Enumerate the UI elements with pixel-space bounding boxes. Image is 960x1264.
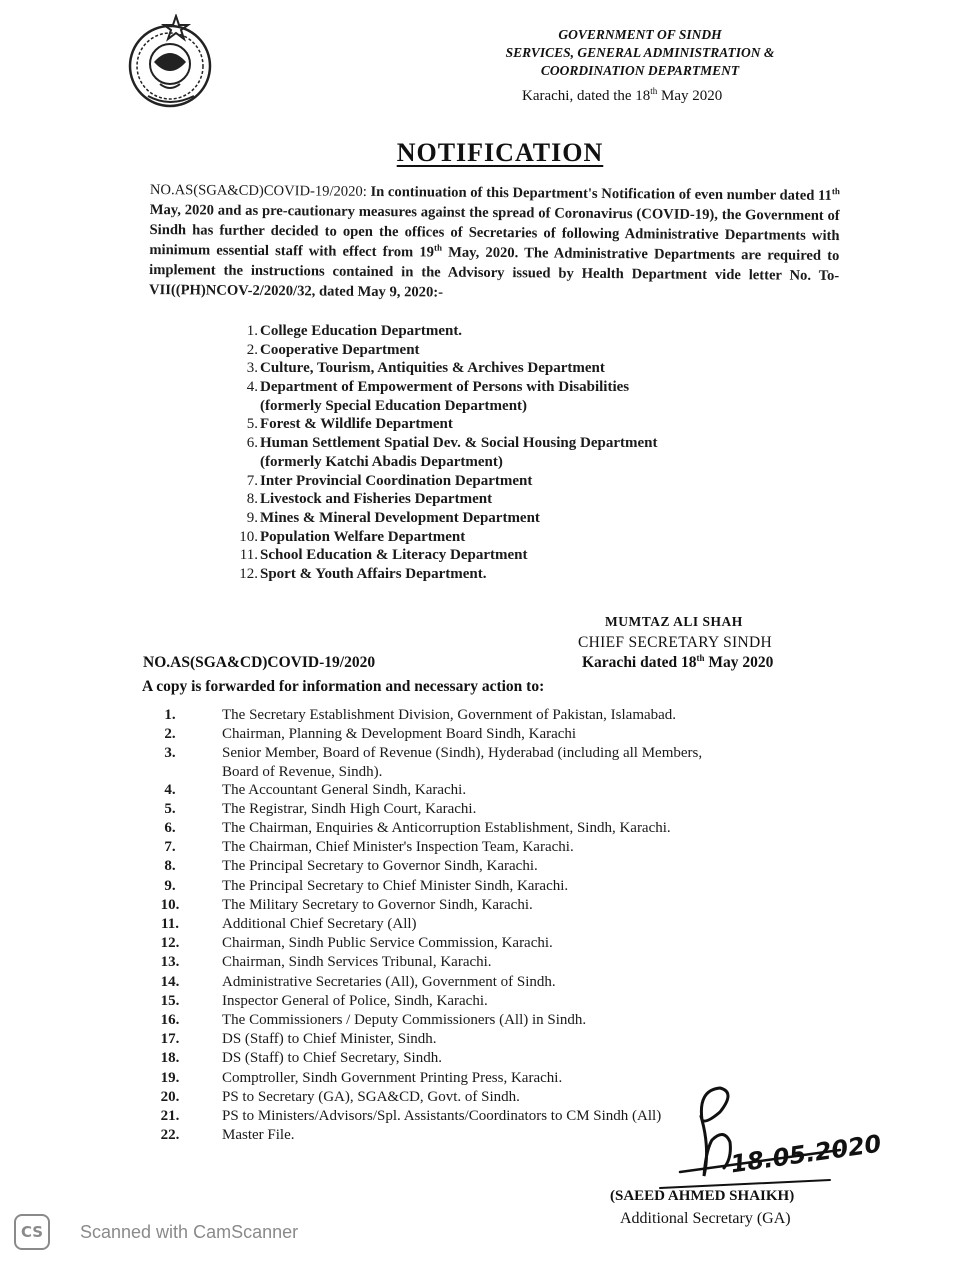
body-sup-1: th: [831, 186, 840, 197]
department-name: School Education & Literacy Department: [260, 547, 528, 564]
body-part-1: In continuation of this Department's Notification of even number dated 11: [366, 183, 832, 204]
header-line-3: COORDINATION DEPARTMENT: [540, 63, 740, 78]
body-sup-2: th: [433, 242, 443, 253]
recipient-text: Administrative Secretaries (All), Government of Sindh.: [222, 973, 556, 990]
recipient-text: Chairman, Sindh Public Service Commission, Karachi.: [222, 935, 553, 952]
department-item: [228, 322, 788, 341]
recipient-item: [150, 915, 850, 934]
officer-title: Additional Secretary (GA): [620, 1210, 791, 1227]
recipient-text-continued: Board of Revenue, Sindh).: [222, 763, 383, 780]
recipient-text: Master File.: [222, 1127, 295, 1144]
camscanner-logo-icon: CS: [14, 1214, 50, 1250]
department-item: [228, 490, 788, 509]
department-item: [228, 546, 788, 565]
copy-date-prefix: Karachi dated 18: [582, 654, 697, 671]
recipient-number: 19.: [160, 1069, 180, 1086]
department-item: [228, 341, 788, 360]
department-former-name: (formerly Katchi Abadis Department): [260, 453, 503, 470]
recipient-number: 11.: [161, 916, 179, 933]
department-item: [228, 415, 788, 434]
recipient-item: [150, 706, 850, 725]
department-former-name: (formerly Special Education Department): [260, 397, 528, 414]
header-date-suffix: May 2020: [657, 88, 723, 104]
recipient-number: 1.: [164, 707, 176, 723]
department-name: Mines & Mineral Development Department: [260, 509, 540, 526]
header-date: [522, 88, 722, 105]
recipient-text: The Commissioners / Deputy Commissioners (All) in Sindh.: [222, 1012, 587, 1029]
signer-title: CHIEF SECRETARY SINDH: [578, 634, 772, 651]
recipient-number: 9.: [164, 877, 176, 894]
recipient-item: [150, 857, 850, 876]
signature-date: 18.05.2020: [728, 1129, 884, 1179]
department-item: [228, 528, 788, 547]
body-part-3: May, 2020. The Administrative Departments are required to implement the instructions contained in the Advisory issued by Health Department vide letter No. To-VII((PH)NCOV-2/2020/32, dated May 9, 2020:-: [148, 244, 840, 301]
header-line-2: SERVICES, GENERAL ADMINISTRATION &: [505, 45, 775, 60]
department-item: [228, 378, 788, 397]
recipient-text: PS to Secretary (GA), SGA&CD, Govt. of Sindh.: [222, 1088, 520, 1105]
recipient-item: [150, 744, 850, 763]
notification-body: [149, 180, 840, 306]
header-date-prefix: Karachi, dated the 18: [522, 88, 651, 104]
recipient-item: [150, 1011, 850, 1030]
department-name: Livestock and Fisheries Department: [260, 491, 493, 508]
department-number: 12.: [239, 565, 258, 582]
recipient-number: 17.: [160, 1031, 180, 1048]
signer-name: MUMTAZ ALI SHAH: [605, 614, 743, 629]
recipient-text: DS (Staff) to Chief Minister, Sindh.: [222, 1031, 437, 1048]
department-item: [228, 509, 788, 528]
recipient-text: The Principal Secretary to Chief Minister Sindh, Karachi.: [222, 877, 569, 894]
department-number: 8.: [246, 491, 258, 508]
recipient-item: [150, 725, 850, 744]
camscanner-watermark-text: Scanned with CamScanner: [80, 1222, 299, 1242]
department-number: 5.: [246, 416, 258, 433]
recipient-number: 5.: [164, 800, 176, 817]
department-number: 3.: [246, 360, 258, 377]
recipient-item: [150, 800, 850, 819]
recipient-text: Chairman, Planning & Development Board Sindh, Karachi: [222, 726, 577, 743]
recipient-text: The Chairman, Chief Minister's Inspection Team, Karachi.: [222, 839, 574, 856]
recipient-text: Senior Member, Board of Revenue (Sindh), Hyderabad (including all Members,: [222, 745, 703, 762]
recipient-item: [150, 781, 850, 800]
department-number: 4.: [246, 379, 258, 396]
recipient-number: 10.: [160, 896, 180, 913]
department-number: 1.: [246, 323, 258, 339]
department-list: [228, 322, 788, 584]
copy-reference-number: NO.AS(SGA&CD)COVID-19/2020: [143, 654, 376, 671]
recipient-item: [150, 973, 850, 992]
recipient-number: 22.: [160, 1127, 180, 1144]
recipient-number: 18.: [160, 1050, 180, 1067]
department-number: 7.: [246, 472, 258, 489]
recipient-number: 15.: [160, 992, 180, 1009]
department-number: 2.: [246, 341, 258, 358]
department-name: Inter Provincial Coordination Department: [260, 472, 533, 489]
department-name: Cooperative Department: [260, 341, 420, 358]
recipient-item: [150, 877, 850, 896]
notification-title: NOTIFICATION: [396, 138, 604, 167]
recipient-text: Comptroller, Sindh Government Printing Press, Karachi.: [222, 1069, 563, 1086]
recipient-item: [150, 819, 850, 838]
recipient-item: [150, 838, 850, 857]
recipient-number: 20.: [160, 1088, 180, 1105]
copy-intro: A copy is forwarded for information and necessary action to:: [142, 678, 545, 695]
recipient-number: 16.: [160, 1012, 180, 1029]
department-name: College Education Department.: [260, 323, 463, 339]
recipient-item: [150, 1030, 850, 1049]
body-lead: NO.AS(SGA&CD)COVID-19/2020:: [149, 181, 367, 200]
recipient-text: The Principal Secretary to Governor Sindh, Karachi.: [222, 858, 538, 875]
department-number: 11.: [239, 547, 258, 564]
recipient-text: The Chairman, Enquiries & Anticorruption Establishment, Sindh, Karachi.: [222, 820, 671, 837]
recipient-item: [150, 953, 850, 972]
department-name: Department of Empowerment of Persons with Disabilities: [260, 379, 630, 396]
department-item: [228, 434, 788, 453]
copy-date-suffix: May 2020: [704, 654, 774, 671]
department-name: Population Welfare Department: [260, 528, 466, 545]
recipient-number: 7.: [164, 839, 176, 856]
department-item: [228, 472, 788, 491]
recipient-number: 12.: [160, 935, 180, 952]
officer-name: (SAEED AHMED SHAIKH): [610, 1188, 795, 1204]
department-header: [480, 26, 800, 80]
department-item: [228, 359, 788, 378]
recipient-number: 2.: [164, 726, 176, 743]
recipient-number: 6.: [164, 820, 176, 837]
recipient-item: [150, 896, 850, 915]
recipient-item: [150, 992, 850, 1011]
recipient-text: The Accountant General Sindh, Karachi.: [222, 781, 467, 798]
recipient-number: 21.: [160, 1108, 180, 1125]
recipient-item: [150, 934, 850, 953]
department-name: Forest & Wildlife Department: [260, 416, 453, 433]
recipient-text: DS (Staff) to Chief Secretary, Sindh.: [222, 1050, 442, 1067]
recipient-text: Additional Chief Secretary (All): [222, 916, 417, 933]
department-number: 10.: [239, 528, 258, 545]
header-line-1: GOVERNMENT OF SINDH: [558, 27, 722, 42]
recipient-number: 4.: [164, 781, 176, 798]
recipient-text: PS to Ministers/Advisors/Spl. Assistants/Coordinators to CM Sindh (All): [222, 1108, 662, 1125]
department-number: 6.: [246, 435, 258, 452]
department-number: 9.: [246, 509, 258, 526]
copy-date: [582, 654, 773, 672]
recipient-text: Chairman, Sindh Services Tribunal, Karachi.: [222, 954, 492, 971]
department-name: Sport & Youth Affairs Department.: [260, 565, 487, 582]
recipient-number: 3.: [164, 745, 176, 762]
recipient-number: 13.: [160, 954, 180, 971]
recipient-text: Inspector General of Police, Sindh, Karachi.: [222, 992, 488, 1009]
recipient-text: The Registrar, Sindh High Court, Karachi.: [222, 800, 477, 817]
government-seal-icon: [124, 14, 220, 110]
recipient-number: 14.: [160, 973, 180, 990]
copy-date-sup: th: [696, 652, 705, 663]
header-date-sup: th: [650, 86, 658, 96]
recipient-number: 8.: [164, 858, 176, 875]
body-part-2: May, 2020 and as pre-cautionary measures against the spread of Coronavirus (COVID-19), the Government of Sindh has further decided to open the offices of Secretaries of following Administrative Departments with minimum essential staff with effect from 19: [149, 201, 840, 261]
recipient-text: The Military Secretary to Governor Sindh, Karachi.: [222, 896, 533, 913]
recipient-item: [150, 1049, 850, 1068]
recipient-text: The Secretary Establishment Division, Government of Pakistan, Islamabad.: [222, 707, 677, 723]
department-name: Human Settlement Spatial Dev. & Social Housing Department: [260, 435, 658, 452]
department-name: Culture, Tourism, Antiquities & Archives Department: [260, 360, 605, 377]
department-item: [228, 565, 788, 584]
